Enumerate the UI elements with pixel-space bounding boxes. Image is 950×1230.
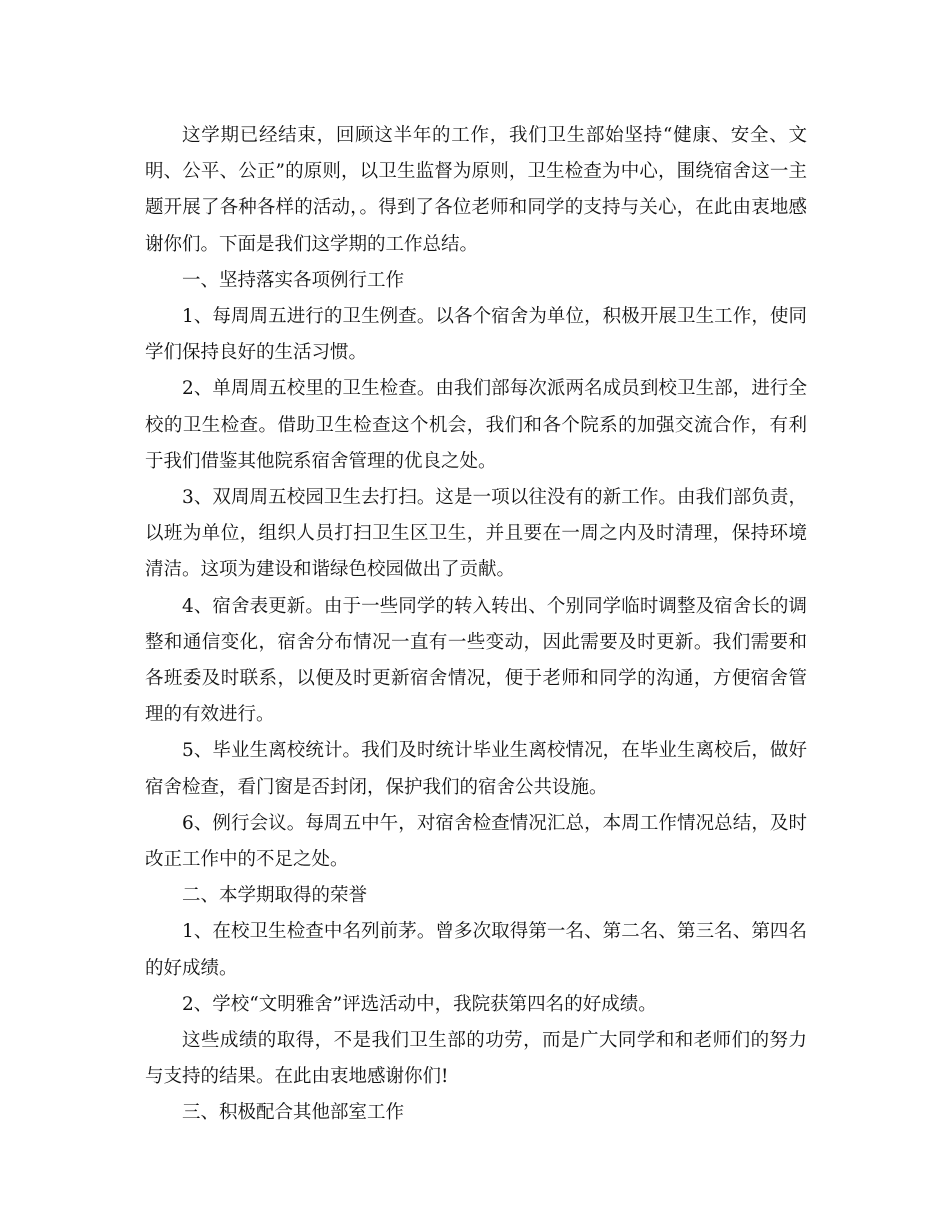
intro-paragraph: 这学期已经结束，回顾这半年的工作，我们卫生部始坚持“健康、安全、文明、公平、公正”的原则，以卫生监督为原则，卫生检查为中心，围绕宿舍这一主题开展了各种各样的活动，。得到了各位老师和同学的支持与关心，在此由衷地感谢你们。下面是我们这学期的工作总结。 bbox=[145, 125, 807, 255]
routine-item-6: 6、例行会议。每周五中午，对宿舍检查情况汇总，本周工作情况总结，及时改正工作中的不足之处。 bbox=[145, 812, 807, 871]
section-heading-honors: 二、本学期取得的荣誉 bbox=[182, 885, 368, 907]
routine-item-5: 5、毕业生离校统计。我们及时统计毕业生离校情况，在毕业生离校后，做好宿舍检查，看门窗是否封闭，保护我们的宿舍公共设施。 bbox=[145, 740, 807, 798]
routine-item-3: 3、双周周五校园卫生去打扫。这是一项以往没有的新工作。由我们部负责，以班为单位，组织人员打扫卫生区卫生，并且要在一周之内及时清理，保持环境清洁。这项为建设和谐绿色校园做出了贡献。 bbox=[145, 487, 807, 581]
section-heading-routine-work: 一、坚持落实各项例行工作 bbox=[182, 269, 405, 291]
honor-item-1: 1、在校卫生检查中名列前茅。曾多次取得第一名、第二名、第三名、第四名的好成绩。 bbox=[145, 921, 807, 979]
section-heading-cooperation: 三、积极配合其他部室工作 bbox=[182, 1102, 405, 1124]
honor-item-2: 2、学校“文明雅舍”评选活动中，我院获第四名的好成绩。 bbox=[182, 993, 657, 1015]
routine-item-2: 2、单周周五校里的卫生检查。由我们部每次派两名成员到校卫生部，进行全校的卫生检查。借助卫生检查这个机会，我们和各个院系的加强交流合作，有利于我们借鉴其他院系宿舍管理的优良之处。 bbox=[145, 378, 807, 472]
document-page bbox=[145, 118, 807, 1132]
routine-item-1: 1、每周周五进行的卫生例查。以各个宿舍为单位，积极开展卫生工作，使同学们保持良好的生活习惯。 bbox=[145, 306, 807, 364]
honors-thanks-paragraph: 这些成绩的取得，不是我们卫生部的功劳，而是广大同学和和老师们的努力与支持的结果。在此由衷地感谢你们! bbox=[145, 1030, 807, 1088]
routine-item-4: 4、宿舍表更新。由于一些同学的转入转出、个别同学临时调整及宿舍长的调整和通信变化，宿舍分布情况一直有一些变动，因此需要及时更新。我们需要和各班委及时联系，以便及时更新宿舍情况，便于老师和同学的沟通，方便宿舍管理的有效进行。 bbox=[145, 595, 807, 726]
